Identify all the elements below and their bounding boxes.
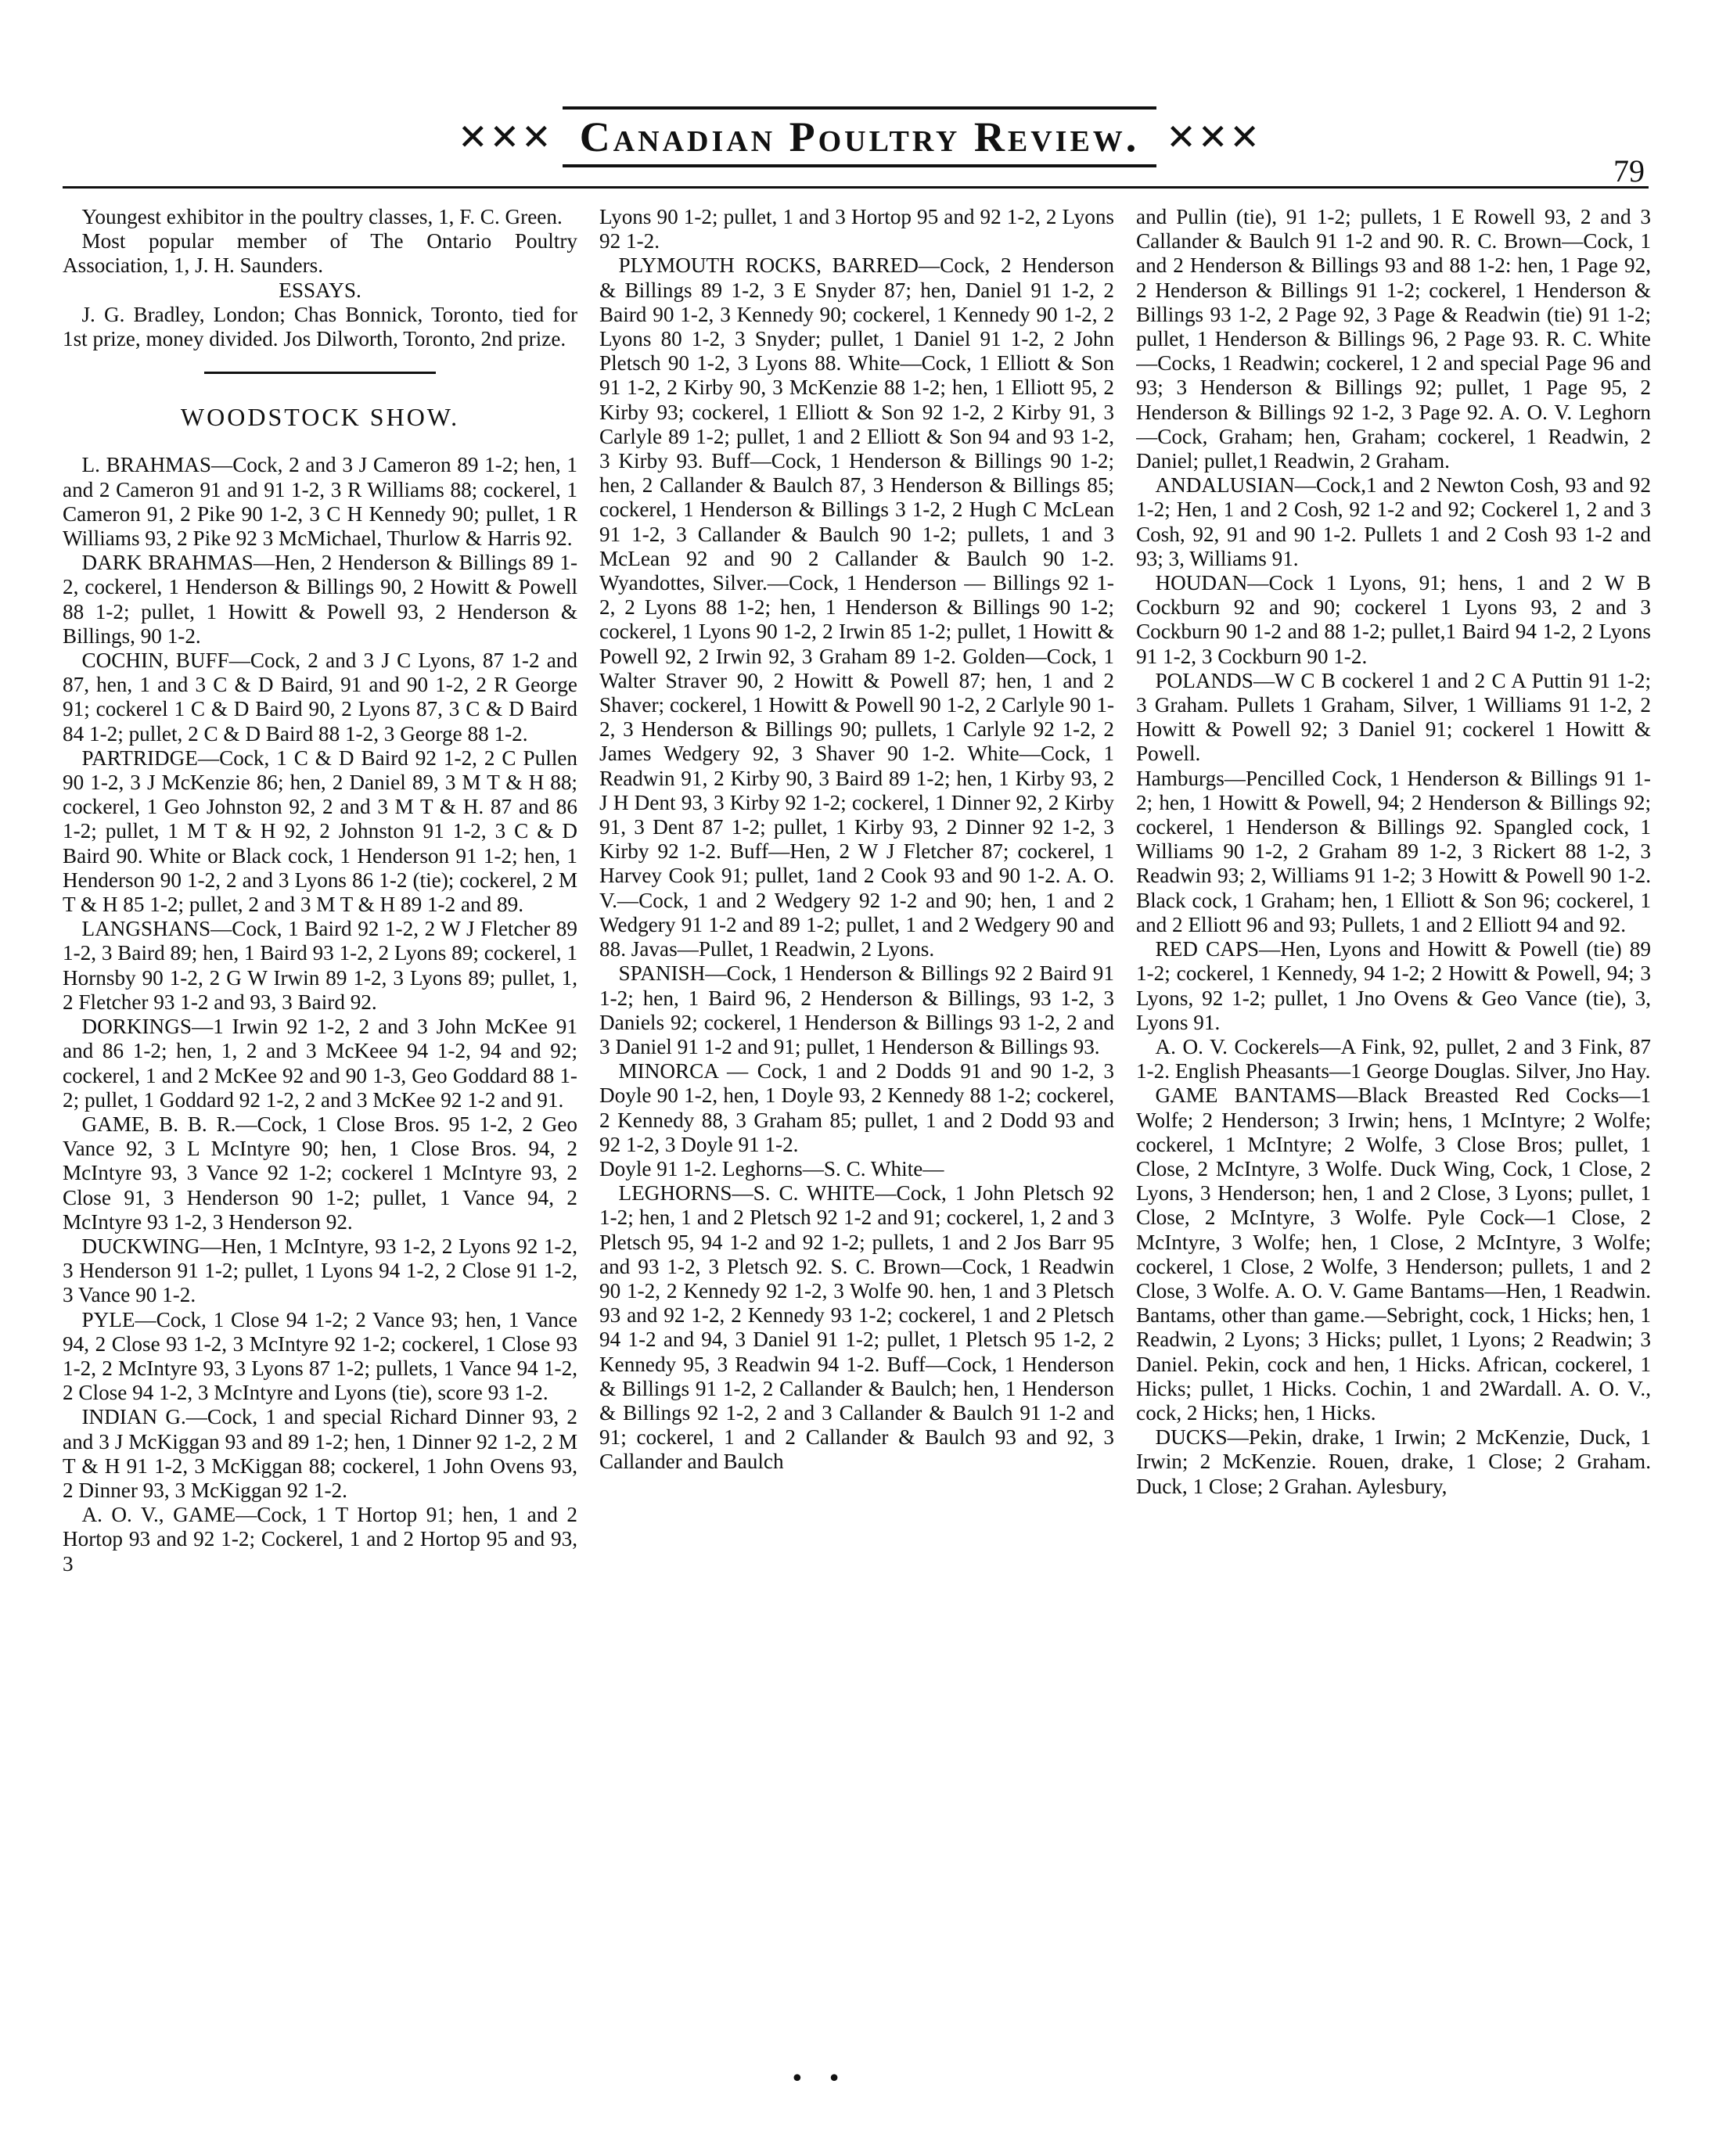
paragraph: HOUDAN—Cock 1 Lyons, 91; hens, 1 and 2 W B Cockburn 92 and 90; cockerel 1 Lyons 93, 2 and 3 Cockburn 90 1-2 and 88 1-2; pullet,1 Baird 94 1-2, 2 Lyons 91 1-2, 3 Cockburn 90 1-2. bbox=[1136, 571, 1651, 668]
paragraph: LEGHORNS—S. C. WHITE—Cock, 1 John Pletsch 92 1-2; hen, 1 and 2 Pletsch 92 1-2 and 91; cockerel, 1, 2 and 3 Pletsch 95, 94 1-2 and 92 1-2; pullets, 1 and 2 Jos Barr 95 and 93 1-2, 3 Pletsch 92. S. C. Brown—Cock, 1 Readwin 90 1-2, 2 Kennedy 92 1-2, 3 Wolfe 90. hen, 1 and 3 Pletsch 93 and 92 1-2, 2 Kennedy 93 1-2; cockerel, 1 and 2 Pletsch 94 1-2 and 94, 3 Daniel 91 1-2; pullet, 1 Pletsch 95 1-2, 2 Kennedy 95, 3 Readwin 94 1-2. Buff—Cock, 1 Henderson & Billings 91 1-2, 2 Callander & Baulch; hen, 1 Henderson & Billings 92 1-2, 2 and 3 Callander & Baulch 91 1-2 and 91; cockerel, 1 and 2 Callander & Baulch 93 and 92, 3 Callander and Baulch bbox=[599, 1181, 1114, 1474]
paragraph: Most popular member of The Ontario Poultry Association, 1, J. H. Saunders. bbox=[63, 229, 577, 278]
paragraph: PARTRIDGE—Cock, 1 C & D Baird 92 1-2, 2 C Pullen 90 1-2, 3 J McKenzie 86; hen, 2 Daniel 89, 3 M T & H 88; cockerel, 1 Geo Johnston 92, 2 and 3 M T & H. 87 and 86 1-2; pullet, 1 M T & H 92, 2 Johnston 91 1-2, 3 C & D Baird 90. White or Black cock, 1 Henderson 91 1-2; hen, 1 Henderson 90 1-2, 2 and 3 Lyons 86 1-2 (tie); cockerel, 2 M T & H 85 1-2; pullet, 2 and 3 M T & H 89 1-2 and 89. bbox=[63, 746, 577, 917]
paragraph: MINORCA — Cock, 1 and 2 Dodds 91 and 90 1-2, 3 Doyle 90 1-2, hen, 1 Doyle 93, 2 Kennedy 88 1-2; cockerel, 2 Kennedy 88, 3 Graham 85; pullet, 1 and 2 Dodd 93 and 92 1-2, 3 Doyle 91 1-2. bbox=[599, 1059, 1114, 1156]
paragraph: DARK BRAHMAS—Hen, 2 Henderson & Billings 89 1-2, cockerel, 1 Henderson & Billings 90, 2 Howitt & Powell 88 1-2; pullet, 1 Howitt & Powell 93, 2 Henderson & Billings, 90 1-2. bbox=[63, 551, 577, 648]
paragraph: GAME BANTAMS—Black Breasted Red Cocks—1 Wolfe; 2 Henderson; 3 Irwin; hens, 1 McIntyre; 2 Wolfe; cockerel, 1 McIntyre; 2 Wolfe, 3 Close Bros; pullet, 1 Close, 2 McIntyre, 3 Wolfe. Duck Wing, Cock, 1 Close, 2 Lyons, 3 Henderson; hen, 1 and 2 Close, 3 Lyons; pullet, 1 Close, 2 McIntyre, 3 Wolfe. Pyle Cock—1 Close, 2 McIntyre, 3 Wolfe; hen, 1 Close, 2 McIntyre, 3 Wolfe; cockerel, 1 Close, 2 Wolfe, 3 Henderson; pullets, 1 and 2 Close, 3 Wolfe. A. O. V. Game Bantams—Hen, 1 Readwin. Bantams, other than game.—Sebright, cock, 1 Hicks; hen, 1 Readwin, 2 Lyons; 3 Hicks; pullet, 1 Lyons; 2 Readwin; 3 Daniel. Pekin, cock and hen, 1 Hicks. African, cockerel, 1 Hicks; pullet, 1 Hicks. Cochin, 1 and 2Wardall. A. O. V., cock, 2 Hicks; hen, 1 Hicks. bbox=[1136, 1083, 1651, 1425]
paragraph: and Pullin (tie), 91 1-2; pullets, 1 E Rowell 93, 2 and 3 Callander & Baulch 91 1-2 and 90. R. C. Brown—Cock, 1 and 2 Henderson & Billings 93 and 88 1-2: hen, 1 Page 92, 2 Henderson & Billings 91 1-2; cockerel, 1 Henderson & Billings 93 1-2, 2 Page 92, 3 Page & Readwin (tie) 91 1-2; pullet, 1 Henderson & Billings 96, 2 Page 93. R. C. White—Cocks, 1 Readwin; cockerel, 1 2 and special Page 96 and 93; 3 Henderson & Billings 92; pullet, 1 Page 95, 2 Henderson & Billings 92 1-2, 3 Page 92. A. O. V. Leghorn—Cock, Graham; hen, Graham; cockerel, 1 Readwin, 2 Daniel; pullet,1 Readwin, 2 Graham. bbox=[1136, 205, 1651, 473]
header-rule bbox=[63, 186, 1649, 189]
paragraph: GAME, B. B. R.—Cock, 1 Close Bros. 95 1-2, 2 Geo Vance 92, 3 L McIntyre 90; hen, 1 Close Bros. 94, 2 McIntyre 93, 3 Vance 92 1-2; cockerel 1 McIntyre 93, 2 Close 91, 3 Henderson 90 1-2; pullet, 1 Vance 94, 2 McIntyre 93 1-2, 3 Henderson 92. bbox=[63, 1112, 577, 1234]
masthead bbox=[0, 102, 1719, 172]
paragraph: L. BRAHMAS—Cock, 2 and 3 J Cameron 89 1-2; hen, 1 and 2 Cameron 91 and 91 1-2, 3 R Williams 88; cockerel, 1 Cameron 91, 2 Pike 90 1-2, 3 C H Kennedy 90; pullet, 1 R Williams 93, 2 Pike 92 3 McMichael, Thurlow & Harris 92. bbox=[63, 453, 577, 551]
paragraph: SPANISH—Cock, 1 Henderson & Billings 92 2 Baird 91 1-2; hen, 1 Baird 96, 2 Henderson & Billings, 93 1-2, 3 Daniels 92; cockerel, 1 Henderson & Billings 93 1-2, 2 and 3 Daniel 91 1-2 and 91; pullet, 1 Henderson & Billings 93. bbox=[599, 961, 1114, 1058]
page-number: 79 bbox=[1613, 153, 1645, 189]
column-1 bbox=[63, 205, 577, 2067]
paragraph: A. O. V., GAME—Cock, 1 T Hortop 91; hen, 1 and 2 Hortop 93 and 92 1-2; Cockerel, 1 and 2 Hortop 95 and 93, 3 bbox=[63, 1503, 577, 1576]
paragraph: PYLE—Cock, 1 Close 94 1-2; 2 Vance 93; hen, 1 Vance 94, 2 Close 93 1-2, 3 McIntyre 92 1-2; cockerel, 1 Close 93 1-2, 2 McIntyre 93, 3 Lyons 87 1-2; pullets, 1 Vance 94 1-2, 2 Close 94 1-2, 3 McIntyre and Lyons (tie), score 93 1-2. bbox=[63, 1307, 577, 1405]
column-2 bbox=[599, 205, 1114, 2067]
paragraph: INDIAN G.—Cock, 1 and special Richard Dinner 93, 2 and 3 J McKiggan 93 and 89 1-2; hen, 1 Dinner 92 1-2, 2 M T & H 91 1-2, 3 McKiggan 88; cockerel, 1 John Ovens 93, 2 Dinner 93, 3 McKiggan 92 1-2. bbox=[63, 1405, 577, 1502]
paragraph: PLYMOUTH ROCKS, BARRED—Cock, 2 Henderson & Billings 89 1-2, 3 E Snyder 87; hen, Daniel 91 1-2, 2 Baird 90 1-2, 3 Kennedy 90; cockerel, 1 Kennedy 90 1-2, 2 Lyons 80 1-2, 3 Snyder; pullet, 1 Daniel 91 1-2, 2 John Pletsch 90 1-2, 3 Lyons 88. White—Cock, 1 Elliott & Son 91 1-2, 2 Kirby 90, 3 McKenzie 88 1-2; hen, 1 Elliott 95, 2 Kirby 93; cockerel, 1 Elliott & Son 92 1-2, 2 Kirby 91, 3 Carlyle 89 1-2; pullet, 1 and 2 Elliott & Son 94 and 93 1-2, 3 Kirby 93. Buff—Cock, 1 Henderson & Billings 90 1-2; hen, 2 Callander & Baulch 87, 3 Henderson & Billings 85; cockerel, 1 Henderson & Billings 3 1-2, 2 Hugh C McLean 91 1-2, 3 Callander & Baulch 90 1-2; pullets, 1 and 3 McLean 92 and 90 2 Callander & Baulch 90 1-2. Wyandottes, Silver.—Cock, 1 Henderson — Billings 92 1-2, 2 Lyons 88 1-2; hen, 1 Henderson & Billings 90 1-2; cockerel, 1 Lyons 90 1-2, 2 Irwin 85 1-2; pullet, 1 Howitt & Powell 92, 2 Irwin 92, 3 Graham 89 1-2. Golden—Cock, 1 Walter Straver 90, 2 Howitt & Powell 87; hen, 1 and 2 Shaver; cockerel, 1 Howitt & Powell 90 1-2, 2 Carlyle 90 1-2, 3 Henderson & Billings 90; pullets, 1 Carlyle 92 1-2, 2 James Wedgery 92, 3 Shaver 90 1-2. White—Cock, 1 Readwin 91, 2 Kirby 90, 3 Baird 89 1-2; hen, 1 Kirby 93, 2 J H Dent 93, 3 Kirby 92 1-2; cockerel, 1 Dinner 92, 2 Kirby 91, 3 Dent 87 1-2; pullet, 1 Kirby 93, 2 Dinner 92 1-2, 3 Kirby 92 1-2. Buff—Hen, 2 W J Fletcher 87; cockerel, 1 Harvey Cook 91; pullet, 1and 2 Cook 93 and 90 1-2. A. O. V.—Cock, 1 and 2 Wedgery 92 1-2 and 90; hen, 1 and 2 Wedgery 91 1-2 and 89 1-2; pullet, 1 and 2 Wedgery 90 and 88. Javas—Pullet, 1 Readwin, 2 Lyons. bbox=[599, 253, 1114, 961]
footer-mark: • • bbox=[790, 2065, 849, 2093]
paragraph: Lyons 90 1-2; pullet, 1 and 3 Hortop 95 and 92 1-2, 2 Lyons 92 1-2. bbox=[599, 205, 1114, 253]
paragraph: DUCKS—Pekin, drake, 1 Irwin; 2 McKenzie, Duck, 1 Irwin; 2 McKenzie. Rouen, drake, 1 Close; 2 Graham. Duck, 1 Close; 2 Grahan. Aylesbury, bbox=[1136, 1425, 1651, 1498]
masthead-title: Canadian Poultry Review. bbox=[563, 106, 1157, 167]
section-title: WOODSTOCK SHOW. bbox=[180, 403, 460, 432]
paragraph: Youngest exhibitor in the poultry classes, 1, F. C. Green. bbox=[81, 205, 563, 228]
article-columns bbox=[63, 205, 1651, 2067]
essays-heading: ESSAYS. bbox=[279, 278, 361, 302]
paragraph: RED CAPS—Hen, Lyons and Howitt & Powell (tie) 89 1-2; cockerel, 1 Kennedy, 94 1-2; 2 Howitt & Powell, 94; 3 Lyons, 92 1-2; pullet, 1 Jno Ovens & Geo Vance (tie), 3, Lyons 91. bbox=[1136, 937, 1651, 1034]
paragraph: J. G. Bradley, London; Chas Bonnick, Toronto, tied for 1st prize, money divided. Jos Dilworth, Toronto, 2nd prize. bbox=[63, 302, 577, 351]
column-3 bbox=[1136, 205, 1651, 2067]
paragraph: A. O. V. Cockerels—A Fink, 92, pullet, 2 and 3 Fink, 87 1-2. English Pheasants—1 George Douglas. Silver, Jno Hay. bbox=[1136, 1034, 1651, 1083]
masthead-ornament-left: ✕✕✕ bbox=[458, 116, 553, 158]
section-divider bbox=[204, 372, 436, 374]
paragraph: POLANDS—W C B cockerel 1 and 2 C A Puttin 91 1-2; 3 Graham. Pullets 1 Graham, Silver, 1 Williams 91 1-2, 2 Howitt & Powell 92; 3 Daniel 91; cockerel 1 Howitt & Powell. bbox=[1136, 668, 1651, 766]
paragraph: COCHIN, BUFF—Cock, 2 and 3 J C Lyons, 87 1-2 and 87, hen, 1 and 3 C & D Baird, 91 and 90 1-2, 2 R George 91; cockerel 1 C & D Baird 90, 2 Lyons 87, 3 C & D Baird 84 1-2; pullet, 2 C & D Baird 88 1-2, 3 George 88 1-2. bbox=[63, 649, 577, 746]
paragraph: Hamburgs—Pencilled Cock, 1 Henderson & Billings 91 1-2; hen, 1 Howitt & Powell, 94; 2 Henderson & Billings 92; cockerel, 1 Henderson & Billings 92. Spangled cock, 1 Williams 90 1-2, 2 Graham 89 1-2, 3 Rickert 88 1-2, 3 Readwin 93; 2, Williams 91 1-2; 3 Howitt & Powell 90 1-2. Black cock, 1 Graham; hen, 1 Elliott & Son 96; cockerel, 1 and 2 Elliott 96 and 93; Pullets, 1 and 2 Elliott 94 and 92. bbox=[1136, 766, 1651, 936]
masthead-ornament-right: ✕✕✕ bbox=[1166, 116, 1261, 158]
paragraph: LANGSHANS—Cock, 1 Baird 92 1-2, 2 W J Fletcher 89 1-2, 3 Baird 89; hen, 1 Baird 93 1-2, 2 Lyons 89; cockerel, 1 Hornsby 90 1-2, 2 G W Irwin 89 1-2, 3 Lyons 89; pullet, 1, 2 Fletcher 93 1-2 and 93, 3 Baird 92. bbox=[63, 917, 577, 1014]
paragraph: Doyle 91 1-2. Leghorns—S. C. White— bbox=[599, 1156, 944, 1180]
paragraph: DORKINGS—1 Irwin 92 1-2, 2 and 3 John McKee 91 and 86 1-2; hen, 1, 2 and 3 McKeee 94 1-2, 94 and 92; cockerel, 1 and 2 McKee 92 and 90 1-3, Geo Goddard 88 1-2; pullet, 1 Goddard 92 1-2, 2 and 3 McKee 92 1-2 and 91. bbox=[63, 1015, 577, 1112]
paragraph: DUCKWING—Hen, 1 McIntyre, 93 1-2, 2 Lyons 92 1-2, 3 Henderson 91 1-2; pullet, 1 Lyons 94 1-2, 2 Close 91 1-2, 3 Vance 90 1-2. bbox=[63, 1234, 577, 1307]
paragraph: ANDALUSIAN—Cock,1 and 2 Newton Cosh, 93 and 92 1-2; Hen, 1 and 2 Cosh, 92 1-2 and 92; Cockerel 1, 2 and 3 Cosh, 92, 91 and 90 1-2. Pullets 1 and 2 Cosh 93 1-2 and 93; 3, Williams 91. bbox=[1136, 473, 1651, 570]
